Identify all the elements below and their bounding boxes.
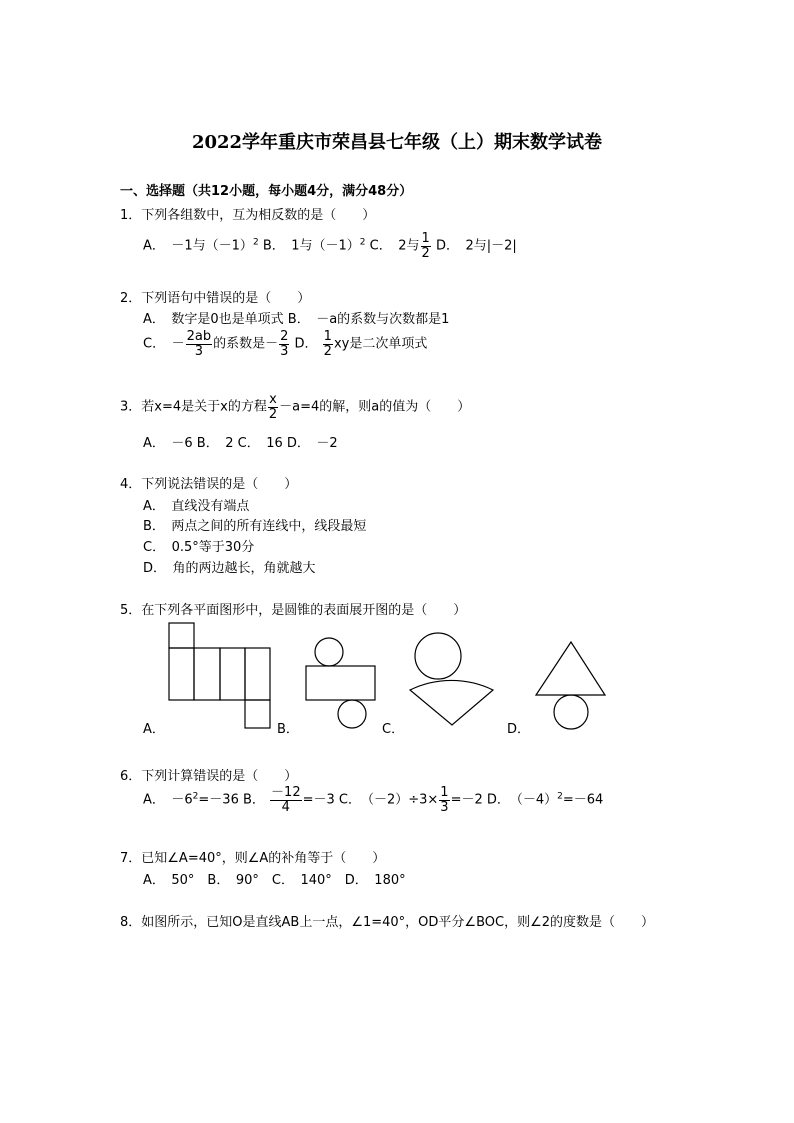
question-4-option-c: C． 0.5°等于30分 <box>143 540 255 555</box>
question-7-stem: 7．已知∠A=40°，则∠A的补角等于（ ） <box>120 851 386 866</box>
net-d-circle <box>554 695 588 729</box>
question-2-options-ab: A． 数字是0也是单项式 B． －a的系数与次数都是1 <box>143 312 450 327</box>
question-1-stem: 1．下列各组数中，互为相反数的是（ ） <box>120 208 376 223</box>
net-c-circle <box>415 633 461 679</box>
question-3-stem: 3．若x=4是关于x的方程 $\frac{x}{2}$ －a=4的解，则a的值为（ ） <box>120 392 471 422</box>
question-2-options-cd: C． － $\frac{2ab}{3}$ 的系数是－ $\frac{2}{3}$ D． $\frac{1}{2}$ xy是二次单项式 <box>143 329 428 359</box>
net-a-face-1 <box>169 648 194 700</box>
net-a-face-2 <box>194 648 220 700</box>
net-a-top-face <box>169 623 194 648</box>
page-title: 2022学年重庆市荣昌县七年级（上）期末数学试卷 <box>191 132 603 153</box>
section-heading: 一、选择题（共12小题，每小题4分，满分48分） <box>120 184 413 199</box>
question-4-option-b: B． 两点之间的所有连线中，线段最短 <box>143 519 367 534</box>
figure-label-c: C． <box>382 722 405 737</box>
net-c-sector <box>410 680 493 725</box>
question-8-stem: 8．如图所示，已知O是直线AB上一点，∠1=40°，OD平分∠BOC，则∠2的度数是（ ） <box>120 915 654 930</box>
question-7-options: A． 50° B． 90° C． 140° D． 180° <box>143 873 406 888</box>
question-2-stem: 2．下列语句中错误的是（ ） <box>120 291 311 306</box>
net-b-top-circle <box>315 638 343 666</box>
question-5-stem: 5．在下列各平面图形中，是圆锥的表面展开图的是（ ） <box>120 603 467 618</box>
net-a-face-3 <box>220 648 245 700</box>
question-6-options: A． $-6^2=-36$ B． $\frac{-12}{4}$ =－3 C． （－2）÷3× $\frac{1}{3}$ =－2 D． $(-4)^2=-64$ <box>143 785 604 815</box>
net-d-triangle <box>536 642 605 695</box>
question-4-option-d: D． 角的两边越长，角就越大 <box>143 561 316 576</box>
net-a-bottom-face <box>245 700 270 728</box>
question-4-stem: 4．下列说法错误的是（ ） <box>120 477 298 492</box>
figure-label-a: A． <box>143 722 165 737</box>
fraction: $\frac{1}{2}$ <box>421 231 430 261</box>
question-3-options: A． －6 B． 2 C． 16 D． －2 <box>143 436 338 451</box>
figure-label-d: D． <box>507 722 531 737</box>
question-4-option-a: A． 直线没有端点 <box>143 499 250 514</box>
question-6-stem: 6．下列计算错误的是（ ） <box>120 769 298 784</box>
net-a-face-4 <box>245 648 270 700</box>
net-b-rectangle <box>306 666 375 700</box>
question-1-options: A． －1与$(-1)^2$ B． 1与$(-1)^2$ C． 2与 $\frac{1}{2}$ D． 2与|－2| <box>143 231 517 261</box>
net-b-bottom-circle <box>338 700 366 728</box>
figure-label-b: B． <box>277 722 299 737</box>
